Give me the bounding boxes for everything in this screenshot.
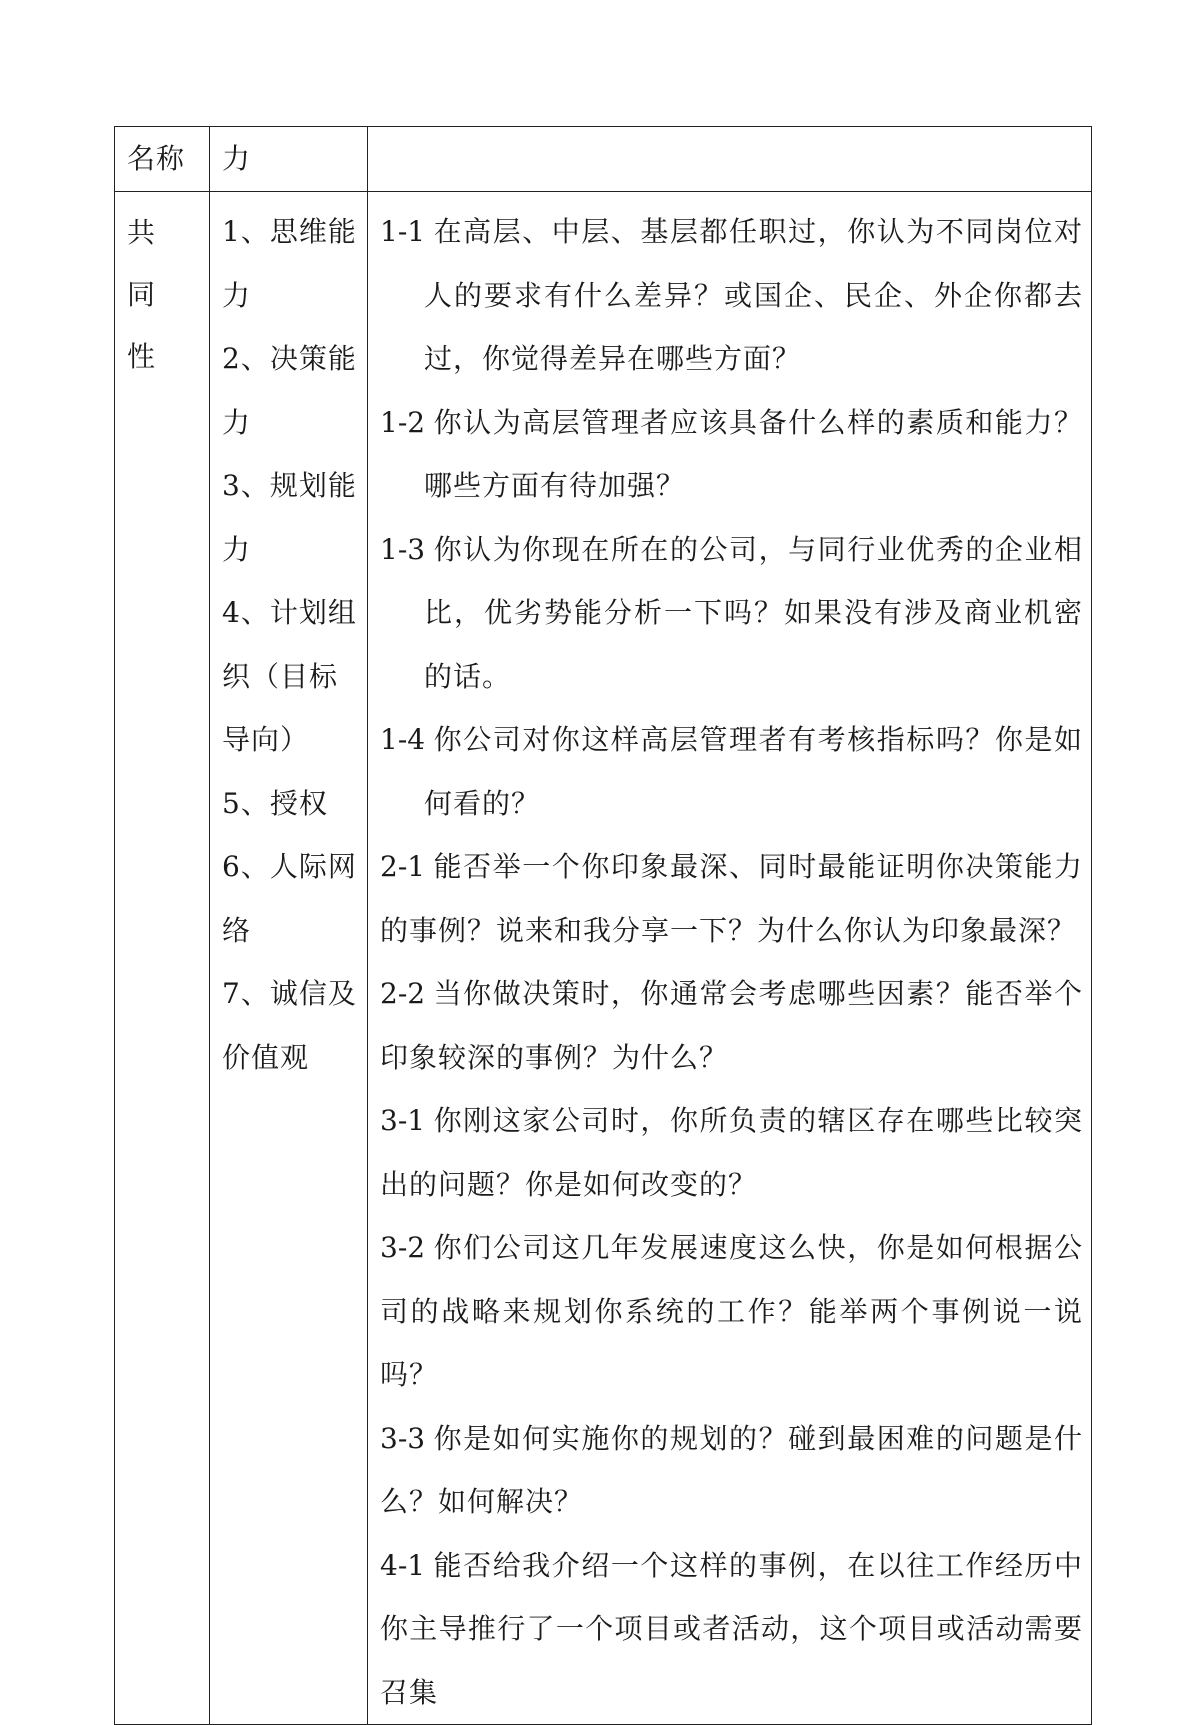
- question-number: 2-2: [380, 977, 426, 1010]
- question-item: [380, 835, 1083, 962]
- questions-cell: [368, 192, 1092, 1725]
- question-text: 你公司对你这样高层管理者有考核指标吗？你是如何看的？: [424, 723, 1083, 820]
- question-number: 3-1: [380, 1104, 426, 1137]
- abilities-list: [210, 192, 367, 1089]
- ability-item: 7、诚信及价值观: [222, 977, 357, 1074]
- question-item: [380, 1534, 1083, 1725]
- question-text: 你们公司这几年发展速度这么快，你是如何根据公司的战略来规划你系统的工作？能举两个事例说一说吗？: [380, 1231, 1083, 1391]
- question-text: 能否举一个你印象最深、同时最能证明你决策能力的事例？说来和我分享一下？为什么你认为印象最深？: [380, 850, 1083, 947]
- ability-item: 4、计划组织（目标导向）: [222, 596, 357, 756]
- question-item: [380, 1216, 1083, 1407]
- question-text: 当你做决策时，你通常会考虑哪些因素？能否举个印象较深的事例？为什么？: [380, 977, 1083, 1074]
- ability-item: 1、思维能力: [222, 215, 357, 312]
- header-ability-cell: [210, 127, 368, 192]
- question-text: 在高层、中层、基层都任职过，你认为不同岗位对人的要求有什么差异？或国企、民企、外企你都去过，你觉得差异在哪些方面？: [424, 215, 1083, 375]
- category-cell: [115, 192, 210, 1725]
- question-number: 1-2: [380, 405, 426, 439]
- table-header-row: [115, 127, 1092, 192]
- question-number: 1-1: [380, 215, 426, 248]
- question-number: 2-1: [380, 850, 426, 883]
- question-item: [380, 391, 1083, 518]
- header-ability-label: 力: [222, 142, 252, 175]
- header-name-label: 名称: [127, 142, 186, 175]
- question-text: 你是如何实施你的规划的？碰到最困难的问题是什么？如何解决？: [380, 1421, 1083, 1518]
- header-question-cell: [368, 127, 1092, 192]
- question-number: 3-2: [380, 1231, 426, 1264]
- question-number: 4-1: [380, 1548, 426, 1582]
- ability-item: 2、决策能力: [222, 342, 357, 439]
- question-item: [380, 1089, 1083, 1216]
- question-number: 1-4: [380, 723, 426, 756]
- header-name-cell: [115, 127, 210, 192]
- question-number: 1-3: [380, 532, 426, 566]
- question-text: 你刚这家公司时，你所负责的辖区存在哪些比较突出的问题？你是如何改变的？: [380, 1104, 1083, 1201]
- question-item: [380, 962, 1083, 1089]
- question-text: 你认为你现在所在的公司，与同行业优秀的企业相比，优劣势能分析一下吗？如果没有涉及商业机密的话。: [424, 532, 1083, 693]
- question-number: 3-3: [380, 1421, 426, 1455]
- question-item: [380, 518, 1083, 709]
- table-body-row: [115, 192, 1092, 1725]
- abilities-cell: [210, 192, 368, 1725]
- interview-question-table: [114, 126, 1092, 1725]
- category-label: 共同性: [127, 216, 174, 373]
- ability-item: 5、授权: [222, 786, 328, 820]
- question-text: 能否给我介绍一个这样的事例，在以往工作经历中你主导推行了一个项目或者活动，这个项目或活动需要召集: [380, 1548, 1083, 1709]
- question-text: 你认为高层管理者应该具备什么样的素质和能力？哪些方面有待加强？: [424, 405, 1083, 502]
- ability-item: 3、规划能力: [222, 469, 357, 566]
- question-item: [380, 1407, 1083, 1534]
- header-question-label: [368, 127, 1091, 137]
- question-item: [380, 708, 1083, 835]
- question-item: [380, 200, 1083, 391]
- questions-list: [368, 192, 1091, 1724]
- ability-item: 6、人际网络: [222, 850, 357, 947]
